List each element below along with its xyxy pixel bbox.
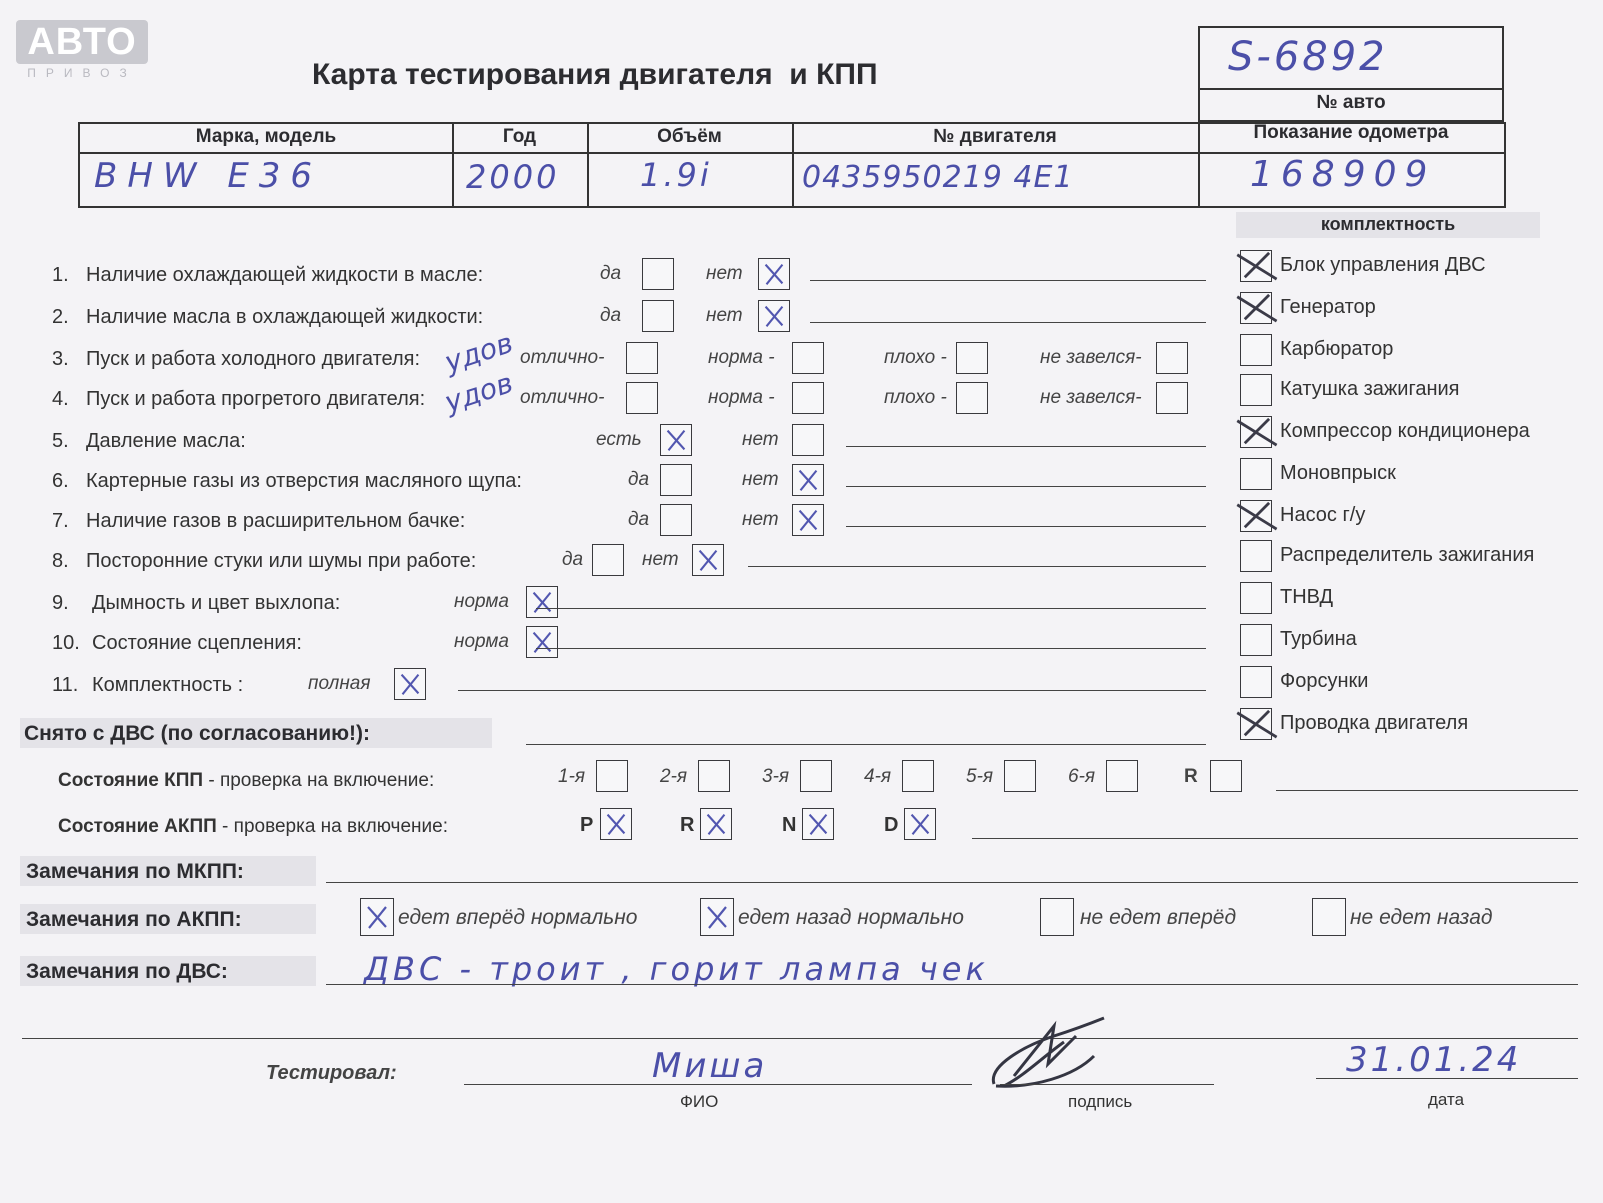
checkbox[interactable]	[1156, 342, 1188, 374]
question-label: Комплектность :	[92, 674, 244, 696]
komplekt-checkbox[interactable]	[1240, 624, 1272, 656]
akpp-notes-label: Замечания по АКПП:	[26, 908, 242, 931]
kpp-gear-label: R	[1184, 766, 1198, 787]
checkbox[interactable]	[792, 382, 824, 414]
model-value: BHW E36	[94, 156, 323, 196]
checkbox[interactable]	[660, 464, 692, 496]
komplekt-item-label: Проводка двигателя	[1280, 712, 1469, 734]
checkbox[interactable]	[792, 504, 824, 536]
question-label: Картерные газы из отверстия масляного щупа:	[86, 470, 522, 492]
akpp-note-checkbox[interactable]	[1312, 898, 1346, 936]
question-number: 9.	[52, 592, 69, 614]
checkbox[interactable]	[592, 544, 624, 576]
checkbox[interactable]	[642, 300, 674, 332]
akpp-mode-checkbox[interactable]	[600, 808, 632, 840]
akpp-mode-checkbox[interactable]	[904, 808, 936, 840]
year-value: 2000	[466, 158, 560, 196]
option-label: да	[628, 469, 650, 490]
odometer-value: 168909	[1250, 154, 1436, 195]
question-label: Состояние сцепления:	[92, 632, 302, 654]
option-label: нет	[742, 429, 779, 450]
akpp-label	[58, 816, 448, 838]
checkbox[interactable]	[660, 504, 692, 536]
checkbox[interactable]	[956, 382, 988, 414]
komplekt-title: комплектность	[1320, 214, 1456, 234]
komplekt-checkbox[interactable]	[1240, 708, 1272, 740]
akpp-note-label: едет вперёд нормально	[398, 906, 638, 929]
komplekt-checkbox[interactable]	[1240, 500, 1272, 532]
kpp-gear-checkbox[interactable]	[1004, 760, 1036, 792]
akpp-label-bold: Состояние АКПП	[58, 816, 217, 837]
car-number-value: S-6892	[1228, 34, 1388, 80]
option-label: норма	[454, 631, 509, 652]
kpp-label	[58, 770, 434, 792]
akpp-note-label: не едет вперёд	[1080, 906, 1237, 929]
komplekt-item-label: Генератор	[1280, 296, 1376, 318]
komplekt-item-label: Катушка зажигания	[1280, 378, 1460, 400]
komplekt-item-label: Форсунки	[1280, 670, 1369, 692]
question-number: 10.	[52, 632, 80, 654]
question-label: Посторонние стуки или шумы при работе:	[86, 550, 477, 572]
komplekt-checkbox[interactable]	[1240, 540, 1272, 572]
header-table	[78, 122, 1506, 208]
option-label: отлично-	[520, 347, 605, 368]
question-number: 2.	[52, 306, 69, 328]
option-label: нет	[742, 509, 779, 530]
option-label: да	[600, 263, 622, 284]
checkbox[interactable]	[956, 342, 988, 374]
kpp-gear-checkbox[interactable]	[698, 760, 730, 792]
question-note: удов	[440, 366, 517, 419]
col-header-model: Марка, модель	[195, 126, 337, 147]
komplekt-item-label: Компрессор кондиционера	[1280, 420, 1530, 442]
checkbox[interactable]	[792, 342, 824, 374]
komplekt-checkbox[interactable]	[1240, 292, 1272, 324]
col-header-year: Год	[502, 126, 537, 147]
akpp-label-rest: - проверка на включение:	[216, 816, 448, 837]
question-number: 3.	[52, 348, 69, 370]
akpp-mode-label: D	[884, 814, 899, 836]
option-label: есть	[596, 429, 642, 450]
question-label: Дымность и цвет выхлопа:	[92, 592, 341, 614]
option-label: не завелся-	[1040, 387, 1142, 408]
checkbox[interactable]	[758, 258, 790, 290]
kpp-gear-label: 6-я	[1068, 766, 1096, 787]
option-label: плохо -	[884, 387, 947, 408]
komplekt-item-label: Турбина	[1280, 628, 1357, 650]
kpp-gear-checkbox[interactable]	[800, 760, 832, 792]
logo-text: АВТО	[27, 21, 137, 63]
komplekt-checkbox[interactable]	[1240, 334, 1272, 366]
kpp-gear-label: 3-я	[762, 766, 790, 787]
signature	[984, 1006, 1114, 1096]
akpp-note-label: не едет назад	[1350, 906, 1493, 929]
page-title: Карта тестирования двигателя и КПП	[312, 58, 878, 91]
logo-subtext: ПРИВОЗ	[27, 66, 137, 80]
question-label: Наличие газов в расширительном бачке:	[86, 510, 466, 532]
komplekt-checkbox[interactable]	[1240, 666, 1272, 698]
checkbox[interactable]	[642, 258, 674, 290]
kpp-gear-checkbox[interactable]	[1210, 760, 1242, 792]
checkbox[interactable]	[792, 424, 824, 456]
dvs-notes-value: ДВС - троит , горит лампа чек	[364, 950, 989, 988]
option-label: плохо -	[884, 347, 947, 368]
date-label: дата	[1428, 1090, 1465, 1109]
option-label: полная	[308, 673, 371, 694]
question-number: 6.	[52, 470, 69, 492]
car-number-box	[1198, 26, 1504, 122]
kpp-gear-label: 2-я	[660, 766, 688, 787]
col-header-engine-number: № двигателя	[933, 126, 1057, 147]
akpp-mode-label: R	[680, 814, 695, 836]
question-label: Пуск и работа холодного двигателя:	[86, 348, 421, 370]
option-label: нет	[706, 263, 743, 284]
akpp-mode-label: N	[782, 814, 797, 836]
kpp-gear-checkbox[interactable]	[1106, 760, 1138, 792]
question-number: 11.	[52, 674, 79, 696]
col-header-odometer: Показание одометра	[1253, 122, 1449, 143]
kpp-gear-label: 5-я	[966, 766, 994, 787]
question-number: 8.	[52, 550, 69, 572]
option-label: да	[600, 305, 622, 326]
dvs-notes-label: Замечания по ДВС:	[26, 960, 228, 983]
option-label: нет	[742, 469, 779, 490]
komplekt-checkbox[interactable]	[1240, 250, 1272, 282]
akpp-mode-checkbox[interactable]	[700, 808, 732, 840]
akpp-note-checkbox[interactable]	[700, 898, 734, 936]
mkpp-notes-label: Замечания по МКПП:	[26, 860, 244, 883]
checkbox[interactable]	[758, 300, 790, 332]
checkbox[interactable]	[1156, 382, 1188, 414]
komplekt-item-label: ТНВД	[1280, 586, 1334, 608]
removed-label: Снято с ДВС (по согласованию!):	[24, 722, 371, 745]
checkbox[interactable]	[526, 626, 558, 658]
car-number-label: № авто	[1316, 92, 1386, 113]
komplekt-checkbox[interactable]	[1240, 458, 1272, 490]
akpp-note-checkbox[interactable]	[360, 898, 394, 936]
checkbox[interactable]	[692, 544, 724, 576]
akpp-note-checkbox[interactable]	[1040, 898, 1074, 936]
question-number: 7.	[52, 510, 69, 532]
komplekt-item-label: Блок управления ДВС	[1280, 254, 1486, 276]
komplekt-item-label: Карбюратор	[1280, 338, 1394, 360]
logo	[16, 20, 148, 64]
option-label: норма	[454, 591, 509, 612]
tested-label: Тестировал:	[266, 1062, 397, 1084]
kpp-gear-checkbox[interactable]	[902, 760, 934, 792]
checkbox[interactable]	[792, 464, 824, 496]
date-value: 31.01.24	[1346, 1040, 1522, 1080]
komplekt-checkbox[interactable]	[1240, 374, 1272, 406]
checkbox[interactable]	[394, 668, 426, 700]
checkbox[interactable]	[526, 586, 558, 618]
akpp-note-label: едет назад нормально	[738, 906, 964, 929]
question-number: 5.	[52, 430, 69, 452]
fio-value: Миша	[652, 1046, 768, 1086]
kpp-gear-label: 1-я	[558, 766, 586, 787]
sign-label: подпись	[1068, 1092, 1133, 1111]
akpp-mode-label: P	[580, 814, 594, 836]
engine-number-value: 0435950219 4E1	[802, 160, 1074, 195]
volume-value: 1.9i	[640, 156, 712, 194]
akpp-mode-checkbox[interactable]	[802, 808, 834, 840]
checkbox[interactable]	[626, 342, 658, 374]
option-label: не завелся-	[1040, 347, 1142, 368]
option-label: норма -	[708, 387, 775, 408]
komplekt-checkbox[interactable]	[1240, 582, 1272, 614]
col-header-volume: Объём	[657, 126, 722, 147]
checkbox[interactable]	[626, 382, 658, 414]
komplekt-item-label: Распределитель зажигания	[1280, 544, 1535, 566]
checkbox[interactable]	[660, 424, 692, 456]
option-label: да	[562, 549, 584, 570]
option-label: да	[628, 509, 650, 530]
question-label: Пуск и работа прогретого двигателя:	[86, 388, 426, 410]
komplekt-item-label: Насос г/у	[1280, 504, 1366, 526]
question-note: удов	[440, 326, 517, 379]
komplekt-checkbox[interactable]	[1240, 416, 1272, 448]
option-label: норма -	[708, 347, 775, 368]
question-number: 1.	[52, 264, 69, 286]
question-label: Давление масла:	[86, 430, 246, 452]
kpp-gear-label: 4-я	[864, 766, 892, 787]
question-number: 4.	[52, 388, 69, 410]
kpp-gear-checkbox[interactable]	[596, 760, 628, 792]
option-label: нет	[706, 305, 743, 326]
question-label: Наличие охлаждающей жидкости в масле:	[86, 264, 484, 286]
fio-label: ФИО	[680, 1092, 719, 1111]
kpp-label-bold: Состояние КПП	[58, 770, 204, 791]
komplekt-item-label: Моновпрыск	[1280, 462, 1396, 484]
option-label: отлично-	[520, 387, 605, 408]
question-label: Наличие масла в охлаждающей жидкости:	[86, 306, 484, 328]
option-label: нет	[642, 549, 679, 570]
kpp-label-rest: - проверка на включение:	[203, 770, 435, 791]
